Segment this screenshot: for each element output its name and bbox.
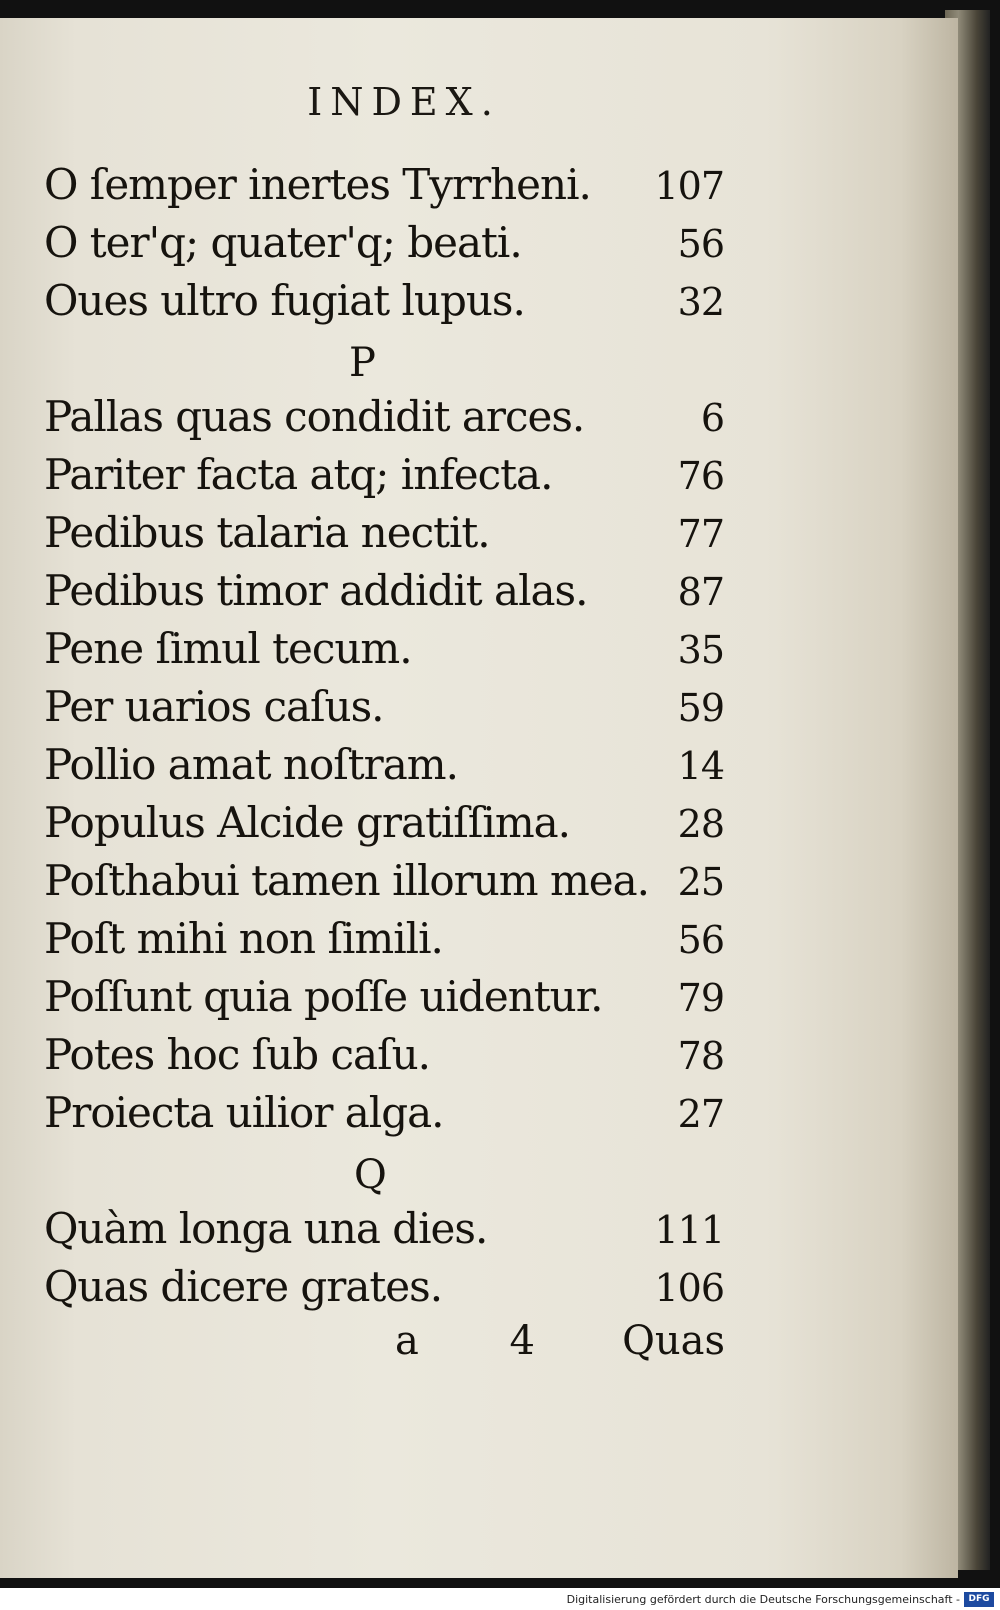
index-entry: [44, 160, 724, 218]
entry-text: Poſt mihi non ſimili.: [44, 914, 443, 963]
entry-text: Poſthabui tamen illorum mea.: [44, 856, 650, 905]
section-letter-q: Q: [354, 1152, 387, 1198]
index-entry: [44, 972, 724, 1030]
entry-text: Quàm longa una dies.: [44, 1204, 488, 1253]
entry-page: 106: [654, 1266, 724, 1310]
index-entry: [44, 450, 724, 508]
entry-page: 79: [677, 976, 724, 1020]
entry-text: Proiecta uilior alga.: [44, 1088, 444, 1137]
index-entries: [44, 160, 724, 1320]
index-entry: [44, 914, 724, 972]
entry-text: Pariter facta atq; infecta.: [44, 450, 553, 499]
section-letter-p: P: [349, 340, 376, 386]
entry-text: Pene ſimul tecum.: [44, 624, 412, 673]
entry-text: O ter'q; quater'q; beati.: [44, 218, 522, 267]
entry-page: 56: [677, 222, 724, 266]
entry-page: 87: [677, 570, 724, 614]
entry-text: Quas dicere grates.: [44, 1262, 443, 1311]
entry-page: 78: [677, 1034, 724, 1078]
entry-page: 25: [677, 860, 724, 904]
index-entry: [44, 798, 724, 856]
index-entry: [44, 682, 724, 740]
entry-text: Pedibus talaria nectit.: [44, 508, 490, 557]
signature-number: 4: [509, 1318, 535, 1364]
entry-page: 111: [654, 1208, 724, 1252]
index-entry: [44, 218, 724, 276]
entry-text: Populus Alcide gratiſſima.: [44, 798, 571, 847]
entry-text: Per uarios caſus.: [44, 682, 384, 731]
index-title: INDEX.: [307, 80, 501, 124]
page-footer: [395, 1318, 725, 1364]
entry-page: 35: [677, 628, 724, 672]
index-entry: [44, 740, 724, 798]
index-entry: [44, 856, 724, 914]
index-entry: [44, 1204, 724, 1262]
book-page: [0, 18, 958, 1578]
entry-text: Pedibus timor addidit alas.: [44, 566, 588, 615]
entry-text: Pallas quas condidit arces.: [44, 392, 585, 441]
signature-mark: [395, 1318, 535, 1364]
entry-page: 6: [700, 396, 724, 440]
index-entry: [44, 392, 724, 450]
entry-page: 28: [677, 802, 724, 846]
index-entry: [44, 508, 724, 566]
entry-text: O ſemper inertes Tyrrheni.: [44, 160, 591, 209]
signature-letter: a: [395, 1318, 419, 1364]
entry-page: 27: [677, 1092, 724, 1136]
entry-page: 77: [677, 512, 724, 556]
entry-page: 56: [677, 918, 724, 962]
entry-page: 14: [677, 744, 724, 788]
catchword: Quas: [622, 1318, 725, 1364]
index-entry: [44, 1262, 724, 1320]
index-entry: [44, 1088, 724, 1146]
credit-bar: [0, 1588, 1000, 1610]
entry-text: Oues ultro fugiat lupus.: [44, 276, 525, 325]
index-entry: [44, 1030, 724, 1088]
index-entry: [44, 624, 724, 682]
index-entry: [44, 276, 724, 334]
page-header: [0, 80, 958, 124]
entry-page: 107: [654, 164, 724, 208]
entry-text: Potes hoc ſub caſu.: [44, 1030, 431, 1079]
entry-text: Pollio amat noſtram.: [44, 740, 458, 789]
entry-page: 59: [677, 686, 724, 730]
entry-page: 76: [677, 454, 724, 498]
dfg-logo-icon: DFG: [964, 1592, 994, 1607]
entry-text: Poſſunt quia poſſe uidentur.: [44, 972, 603, 1021]
index-entry: [44, 566, 724, 624]
entry-page: 32: [677, 280, 724, 324]
credit-text: Digitalisierung gefördert durch die Deutsche Forschungsgemeinschaft -: [566, 1592, 960, 1606]
